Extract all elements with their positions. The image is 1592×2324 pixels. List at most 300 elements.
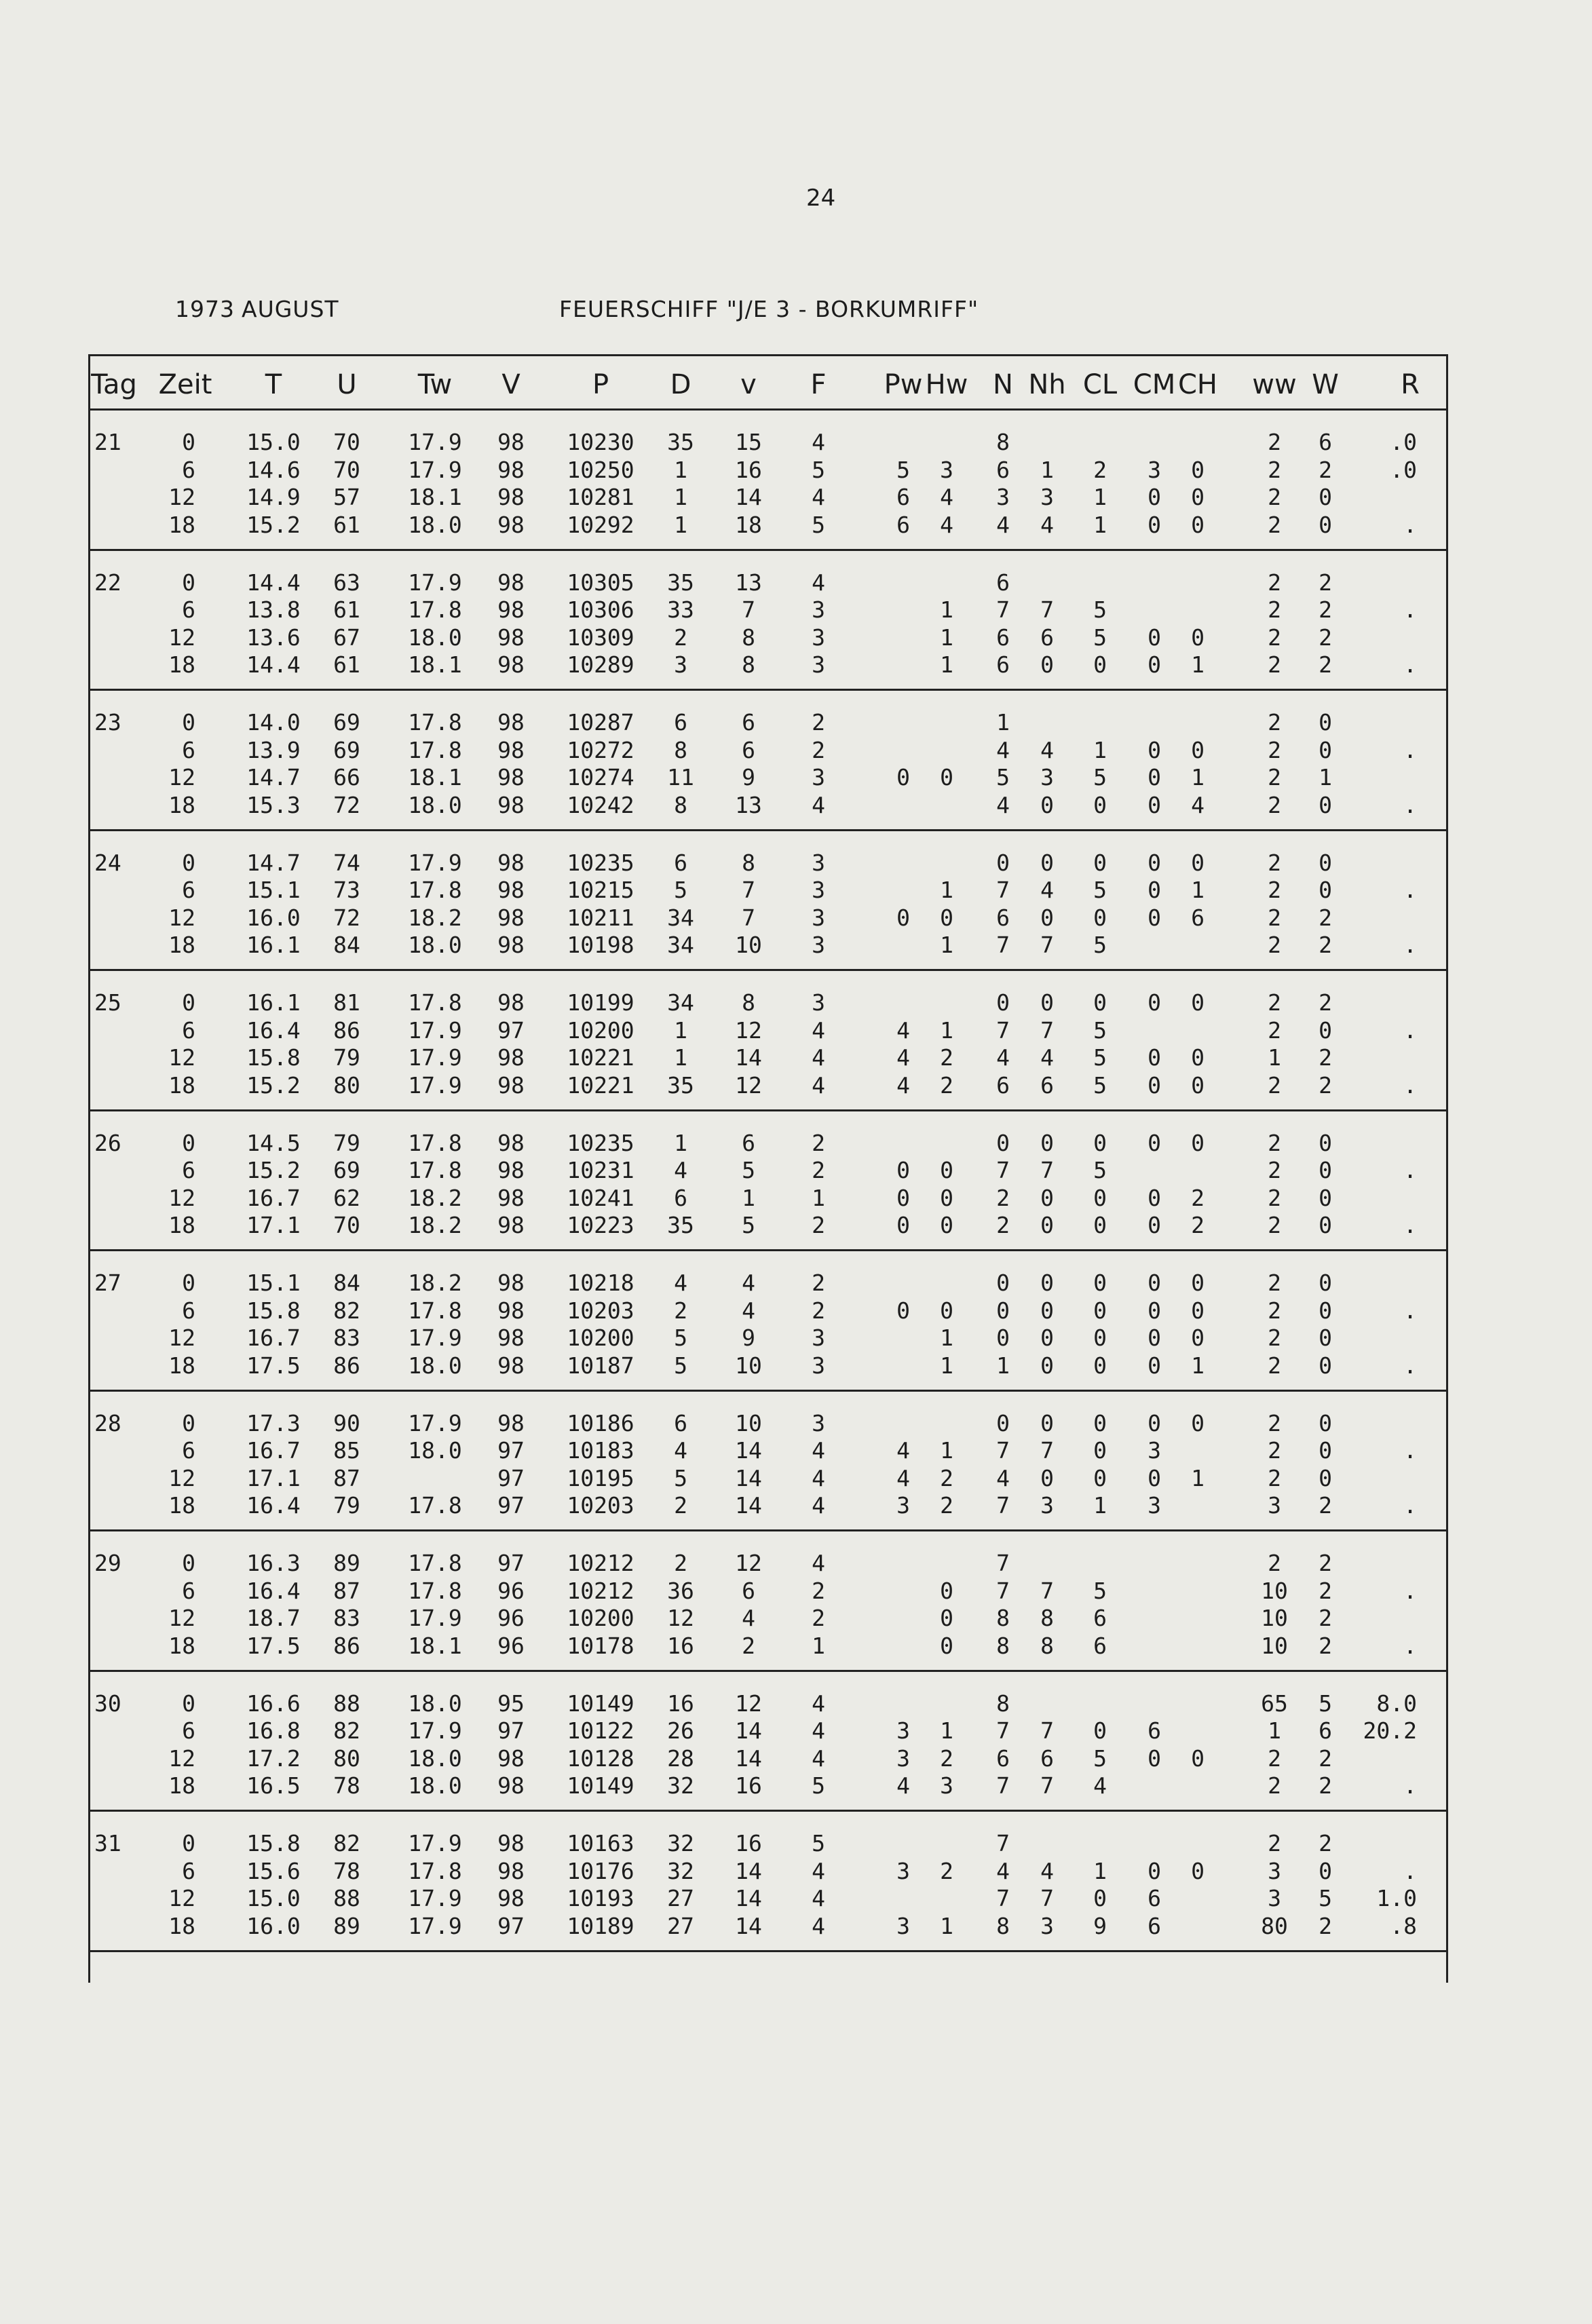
cell-w: 0 bbox=[1319, 1409, 1332, 1436]
cell-f: 2 bbox=[812, 1157, 825, 1183]
cell-f: 4 bbox=[812, 1464, 825, 1491]
cell-pw: 3 bbox=[896, 1717, 910, 1744]
cell-t: 16.7 bbox=[246, 1184, 301, 1211]
cell-tw: 17.8 bbox=[408, 1492, 462, 1519]
cell-v: 97 bbox=[497, 1550, 525, 1576]
day-label: 22 bbox=[94, 569, 121, 596]
cell-nh: 1 bbox=[1040, 456, 1054, 483]
cell-p: 10122 bbox=[567, 1717, 634, 1744]
cell-v: 97 bbox=[497, 1912, 525, 1939]
cell-v: 98 bbox=[497, 791, 525, 818]
cell-ch: 1 bbox=[1191, 877, 1205, 903]
col-header-tag: Tag bbox=[91, 369, 137, 400]
cell-pw: 3 bbox=[896, 1912, 910, 1939]
cell-u: 69 bbox=[333, 709, 360, 736]
cell-cm: 0 bbox=[1148, 904, 1161, 931]
cell-hw: 2 bbox=[940, 1492, 953, 1519]
col-header-r: R bbox=[1401, 369, 1420, 400]
cell-tw: 18.1 bbox=[408, 764, 462, 790]
cell-w: 0 bbox=[1319, 736, 1332, 763]
cell-n: 0 bbox=[996, 989, 1010, 1016]
cell-cl: 5 bbox=[1093, 932, 1107, 958]
cell-nh: 3 bbox=[1040, 484, 1054, 510]
cell-zeit: 0 bbox=[182, 1830, 195, 1856]
cell-r: . bbox=[1403, 1297, 1417, 1324]
cell-n: 1 bbox=[996, 709, 1010, 736]
cell-tw: 17.8 bbox=[408, 709, 462, 736]
cell-zeit: 0 bbox=[182, 1409, 195, 1436]
cell-ww: 2 bbox=[1268, 1270, 1281, 1296]
day-label: 24 bbox=[94, 849, 121, 876]
cell-u: 84 bbox=[333, 1270, 360, 1296]
cell-f: 3 bbox=[812, 849, 825, 876]
cell-v: 97 bbox=[497, 1717, 525, 1744]
cell-p: 10235 bbox=[567, 849, 634, 876]
cell-r: . bbox=[1403, 1577, 1417, 1604]
cell-n: 2 bbox=[996, 1212, 1010, 1238]
cell-d: 1 bbox=[674, 456, 687, 483]
cell-v: 98 bbox=[497, 569, 525, 596]
cell-u: 86 bbox=[333, 1632, 360, 1659]
cell-nh: 0 bbox=[1040, 904, 1054, 931]
cell-v-speed: 8 bbox=[742, 624, 755, 651]
cell-ww: 2 bbox=[1268, 1297, 1281, 1324]
cell-d: 5 bbox=[674, 1352, 687, 1379]
cell-zeit: 6 bbox=[182, 877, 195, 903]
cell-nh: 0 bbox=[1040, 1325, 1054, 1351]
cell-tw: 18.0 bbox=[408, 624, 462, 651]
cell-pw: 4 bbox=[896, 1772, 910, 1799]
cell-w: 0 bbox=[1319, 709, 1332, 736]
cell-v: 98 bbox=[497, 651, 525, 678]
cell-p: 10215 bbox=[567, 877, 634, 903]
cell-p: 10199 bbox=[567, 989, 634, 1016]
cell-v: 98 bbox=[497, 456, 525, 483]
cell-v-speed: 6 bbox=[742, 736, 755, 763]
day-label: 30 bbox=[94, 1690, 121, 1717]
cell-n: 7 bbox=[996, 1550, 1010, 1576]
cell-ww: 2 bbox=[1268, 596, 1281, 623]
cell-cm: 0 bbox=[1148, 624, 1161, 651]
cell-d: 1 bbox=[674, 511, 687, 538]
cell-v: 98 bbox=[497, 429, 525, 455]
cell-t: 17.5 bbox=[246, 1352, 301, 1379]
cell-tw: 18.0 bbox=[408, 791, 462, 818]
cell-cm: 6 bbox=[1148, 1912, 1161, 1939]
cell-t: 16.7 bbox=[246, 1437, 301, 1464]
cell-n: 5 bbox=[996, 764, 1010, 790]
cell-p: 10289 bbox=[567, 651, 634, 678]
col-header-ww: ww bbox=[1252, 369, 1297, 400]
cell-u: 87 bbox=[333, 1577, 360, 1604]
col-header-hw: Hw bbox=[925, 369, 968, 400]
cell-n: 8 bbox=[996, 1912, 1010, 1939]
cell-r: . bbox=[1403, 1437, 1417, 1464]
cell-n: 7 bbox=[996, 1492, 1010, 1519]
cell-tw: 17.9 bbox=[408, 1885, 462, 1911]
cell-v-speed: 12 bbox=[735, 1071, 762, 1099]
cell-hw: 1 bbox=[940, 1325, 953, 1351]
cell-cm: 0 bbox=[1148, 1184, 1161, 1211]
cell-ww: 65 bbox=[1261, 1690, 1288, 1717]
cell-nh: 0 bbox=[1040, 1352, 1054, 1379]
cell-w: 2 bbox=[1319, 1550, 1332, 1576]
cell-u: 73 bbox=[333, 877, 360, 903]
cell-w: 0 bbox=[1319, 1297, 1332, 1324]
cell-nh: 0 bbox=[1040, 651, 1054, 678]
cell-v-speed: 1 bbox=[742, 1184, 755, 1211]
cell-cl: 0 bbox=[1093, 1212, 1107, 1238]
cell-p: 10242 bbox=[567, 791, 634, 818]
cell-u: 82 bbox=[333, 1297, 360, 1324]
cell-nh: 0 bbox=[1040, 791, 1054, 818]
cell-ww: 2 bbox=[1268, 1325, 1281, 1351]
cell-ch: 0 bbox=[1191, 1745, 1205, 1772]
cell-p: 10250 bbox=[567, 456, 634, 483]
cell-hw: 3 bbox=[940, 1772, 953, 1799]
cell-tw: 17.8 bbox=[408, 1129, 462, 1156]
cell-hw: 0 bbox=[940, 1605, 953, 1631]
cell-ch: 0 bbox=[1191, 1071, 1205, 1099]
cell-u: 88 bbox=[333, 1885, 360, 1911]
cell-v-speed: 4 bbox=[742, 1605, 755, 1631]
cell-t: 16.3 bbox=[246, 1550, 301, 1576]
cell-hw: 0 bbox=[940, 904, 953, 931]
cell-f: 4 bbox=[812, 791, 825, 818]
cell-p: 10149 bbox=[567, 1772, 634, 1799]
cell-tw: 17.8 bbox=[408, 1157, 462, 1183]
cell-pw: 0 bbox=[896, 764, 910, 790]
group-divider bbox=[90, 829, 1446, 831]
cell-ww: 2 bbox=[1268, 932, 1281, 958]
cell-r: . bbox=[1403, 1492, 1417, 1519]
cell-t: 17.5 bbox=[246, 1632, 301, 1659]
cell-pw: 4 bbox=[896, 1464, 910, 1491]
cell-p: 10178 bbox=[567, 1632, 634, 1659]
cell-w: 0 bbox=[1319, 1129, 1332, 1156]
cell-zeit: 6 bbox=[182, 1717, 195, 1744]
cell-w: 2 bbox=[1319, 1632, 1332, 1659]
cell-u: 74 bbox=[333, 849, 360, 876]
cell-p: 10195 bbox=[567, 1464, 634, 1491]
cell-w: 6 bbox=[1319, 1717, 1332, 1744]
cell-r: . bbox=[1403, 1772, 1417, 1799]
cell-r: .0 bbox=[1390, 429, 1417, 455]
cell-r: . bbox=[1403, 596, 1417, 623]
cell-t: 15.0 bbox=[246, 1885, 301, 1911]
cell-d: 33 bbox=[667, 596, 694, 623]
cell-p: 10218 bbox=[567, 1270, 634, 1296]
cell-d: 34 bbox=[667, 904, 694, 931]
cell-nh: 0 bbox=[1040, 1409, 1054, 1436]
cell-t: 16.0 bbox=[246, 904, 301, 931]
cell-hw: 3 bbox=[940, 456, 953, 483]
cell-d: 27 bbox=[667, 1885, 694, 1911]
cell-tw: 18.0 bbox=[408, 1690, 462, 1717]
cell-f: 4 bbox=[812, 1550, 825, 1576]
cell-d: 8 bbox=[674, 791, 687, 818]
cell-hw: 1 bbox=[940, 1912, 953, 1939]
cell-nh: 7 bbox=[1040, 596, 1054, 623]
cell-t: 15.6 bbox=[246, 1857, 301, 1884]
cell-tw: 18.1 bbox=[408, 1632, 462, 1659]
cell-v: 98 bbox=[497, 1325, 525, 1351]
cell-w: 2 bbox=[1319, 456, 1332, 483]
cell-t: 14.7 bbox=[246, 849, 301, 876]
cell-r: . bbox=[1403, 877, 1417, 903]
cell-w: 2 bbox=[1319, 1071, 1332, 1099]
cell-cl: 0 bbox=[1093, 651, 1107, 678]
cell-f: 3 bbox=[812, 764, 825, 790]
cell-n: 7 bbox=[996, 1437, 1010, 1464]
cell-u: 67 bbox=[333, 624, 360, 651]
cell-n: 7 bbox=[996, 1885, 1010, 1911]
cell-v: 96 bbox=[497, 1577, 525, 1604]
cell-w: 2 bbox=[1319, 1745, 1332, 1772]
cell-ww: 10 bbox=[1261, 1605, 1288, 1631]
cell-cm: 0 bbox=[1148, 1745, 1161, 1772]
cell-ww: 2 bbox=[1268, 1830, 1281, 1856]
cell-n: 7 bbox=[996, 1577, 1010, 1604]
cell-u: 72 bbox=[333, 791, 360, 818]
cell-n: 4 bbox=[996, 1464, 1010, 1491]
cell-d: 28 bbox=[667, 1745, 694, 1772]
cell-cl: 0 bbox=[1093, 791, 1107, 818]
cell-nh: 0 bbox=[1040, 1212, 1054, 1238]
cell-f: 4 bbox=[812, 1857, 825, 1884]
cell-d: 12 bbox=[667, 1605, 694, 1631]
cell-p: 10183 bbox=[567, 1437, 634, 1464]
cell-tw: 17.9 bbox=[408, 1409, 462, 1436]
cell-n: 4 bbox=[996, 511, 1010, 538]
cell-v-speed: 14 bbox=[735, 1912, 762, 1939]
cell-v: 98 bbox=[497, 1071, 525, 1099]
cell-hw: 2 bbox=[940, 1857, 953, 1884]
cell-v-speed: 16 bbox=[735, 1830, 762, 1856]
cell-n: 6 bbox=[996, 1745, 1010, 1772]
cell-t: 16.4 bbox=[246, 1577, 301, 1604]
cell-r: .0 bbox=[1390, 456, 1417, 483]
cell-cl: 5 bbox=[1093, 1745, 1107, 1772]
cell-ch: 2 bbox=[1191, 1212, 1205, 1238]
cell-n: 4 bbox=[996, 736, 1010, 763]
cell-v: 95 bbox=[497, 1690, 525, 1717]
cell-u: 85 bbox=[333, 1437, 360, 1464]
cell-ww: 10 bbox=[1261, 1632, 1288, 1659]
col-header-v: v bbox=[740, 369, 757, 400]
cell-d: 6 bbox=[674, 849, 687, 876]
cell-t: 18.7 bbox=[246, 1605, 301, 1631]
cell-zeit: 0 bbox=[182, 1550, 195, 1576]
cell-p: 10306 bbox=[567, 596, 634, 623]
cell-hw: 1 bbox=[940, 651, 953, 678]
cell-zeit: 0 bbox=[182, 429, 195, 455]
cell-ww: 2 bbox=[1268, 989, 1281, 1016]
cell-d: 35 bbox=[667, 429, 694, 455]
cell-v: 96 bbox=[497, 1632, 525, 1659]
cell-cm: 0 bbox=[1148, 1464, 1161, 1491]
cell-nh: 8 bbox=[1040, 1632, 1054, 1659]
cell-v: 98 bbox=[497, 1857, 525, 1884]
cell-v-speed: 15 bbox=[735, 429, 762, 455]
cell-zeit: 6 bbox=[182, 736, 195, 763]
cell-tw: 17.9 bbox=[408, 1912, 462, 1939]
cell-cm: 3 bbox=[1148, 1437, 1161, 1464]
header-month: AUGUST bbox=[242, 296, 339, 322]
cell-d: 2 bbox=[674, 1550, 687, 1576]
cell-n: 6 bbox=[996, 1071, 1010, 1099]
cell-cm: 6 bbox=[1148, 1717, 1161, 1744]
cell-tw: 17.9 bbox=[408, 1071, 462, 1099]
cell-n: 8 bbox=[996, 1605, 1010, 1631]
cell-w: 0 bbox=[1319, 1325, 1332, 1351]
cell-ww: 10 bbox=[1261, 1577, 1288, 1604]
cell-ww: 2 bbox=[1268, 1464, 1281, 1491]
cell-v-speed: 16 bbox=[735, 1772, 762, 1799]
cell-t: 15.2 bbox=[246, 1071, 301, 1099]
cell-hw: 0 bbox=[940, 1297, 953, 1324]
cell-v-speed: 5 bbox=[742, 1212, 755, 1238]
cell-w: 2 bbox=[1319, 1912, 1332, 1939]
cell-w: 0 bbox=[1319, 1212, 1332, 1238]
cell-cl: 5 bbox=[1093, 1071, 1107, 1099]
cell-t: 15.2 bbox=[246, 1157, 301, 1183]
cell-t: 15.1 bbox=[246, 877, 301, 903]
cell-w: 0 bbox=[1319, 1857, 1332, 1884]
cell-p: 10221 bbox=[567, 1071, 634, 1099]
cell-nh: 6 bbox=[1040, 1745, 1054, 1772]
cell-f: 3 bbox=[812, 1409, 825, 1436]
cell-v: 98 bbox=[497, 1885, 525, 1911]
cell-v: 98 bbox=[497, 989, 525, 1016]
cell-f: 4 bbox=[812, 1717, 825, 1744]
cell-zeit: 12 bbox=[168, 904, 195, 931]
cell-f: 2 bbox=[812, 709, 825, 736]
cell-p: 10176 bbox=[567, 1857, 634, 1884]
cell-p: 10189 bbox=[567, 1912, 634, 1939]
cell-t: 15.2 bbox=[246, 511, 301, 538]
page-number: 24 bbox=[806, 185, 836, 212]
cell-t: 17.1 bbox=[246, 1464, 301, 1491]
cell-zeit: 0 bbox=[182, 709, 195, 736]
cell-v-speed: 9 bbox=[742, 764, 755, 790]
cell-hw: 0 bbox=[940, 764, 953, 790]
cell-cl: 0 bbox=[1093, 1717, 1107, 1744]
cell-r: 20.2 bbox=[1363, 1717, 1417, 1744]
cell-v-speed: 8 bbox=[742, 849, 755, 876]
col-header-u: U bbox=[337, 369, 357, 400]
cell-n: 0 bbox=[996, 849, 1010, 876]
cell-d: 2 bbox=[674, 624, 687, 651]
cell-ww: 2 bbox=[1268, 456, 1281, 483]
cell-ch: 0 bbox=[1191, 624, 1205, 651]
cell-v-speed: 14 bbox=[735, 1717, 762, 1744]
cell-hw: 2 bbox=[940, 1745, 953, 1772]
cell-u: 87 bbox=[333, 1464, 360, 1491]
cell-p: 10272 bbox=[567, 736, 634, 763]
cell-tw: 17.9 bbox=[408, 1830, 462, 1856]
cell-nh: 7 bbox=[1040, 1717, 1054, 1744]
cell-cm: 3 bbox=[1148, 1492, 1161, 1519]
cell-v: 98 bbox=[497, 624, 525, 651]
cell-f: 5 bbox=[812, 1772, 825, 1799]
cell-cl: 6 bbox=[1093, 1605, 1107, 1631]
cell-cm: 0 bbox=[1148, 1071, 1161, 1099]
cell-zeit: 6 bbox=[182, 1016, 195, 1044]
cell-r: .8 bbox=[1390, 1912, 1417, 1939]
cell-n: 8 bbox=[996, 429, 1010, 455]
cell-tw: 18.0 bbox=[408, 932, 462, 958]
cell-n: 7 bbox=[996, 1717, 1010, 1744]
cell-nh: 7 bbox=[1040, 1157, 1054, 1183]
cell-v-speed: 9 bbox=[742, 1325, 755, 1351]
cell-v-speed: 12 bbox=[735, 1550, 762, 1576]
cell-zeit: 18 bbox=[168, 1352, 195, 1379]
cell-r: . bbox=[1403, 1016, 1417, 1044]
cell-n: 7 bbox=[996, 1830, 1010, 1856]
cell-u: 90 bbox=[333, 1409, 360, 1436]
cell-zeit: 12 bbox=[168, 1184, 195, 1211]
cell-pw: 4 bbox=[896, 1044, 910, 1071]
cell-p: 10200 bbox=[567, 1605, 634, 1631]
cell-d: 6 bbox=[674, 1409, 687, 1436]
cell-r: . bbox=[1403, 1071, 1417, 1099]
cell-hw: 1 bbox=[940, 596, 953, 623]
cell-f: 4 bbox=[812, 1437, 825, 1464]
cell-w: 0 bbox=[1319, 1464, 1332, 1491]
cell-v: 97 bbox=[497, 1437, 525, 1464]
cell-w: 6 bbox=[1319, 429, 1332, 455]
cell-t: 14.7 bbox=[246, 764, 301, 790]
col-header-tw: Tw bbox=[417, 369, 453, 400]
cell-cl: 0 bbox=[1093, 1409, 1107, 1436]
col-header-zeit: Zeit bbox=[158, 369, 212, 400]
cell-zeit: 12 bbox=[168, 1745, 195, 1772]
cell-r: . bbox=[1403, 1352, 1417, 1379]
cell-f: 4 bbox=[812, 1044, 825, 1071]
cell-nh: 4 bbox=[1040, 511, 1054, 538]
cell-hw: 1 bbox=[940, 877, 953, 903]
cell-cl: 5 bbox=[1093, 624, 1107, 651]
cell-cm: 0 bbox=[1148, 736, 1161, 763]
cell-r: . bbox=[1403, 1632, 1417, 1659]
cell-d: 4 bbox=[674, 1157, 687, 1183]
cell-v-speed: 14 bbox=[735, 1492, 762, 1519]
cell-u: 57 bbox=[333, 484, 360, 510]
cell-d: 1 bbox=[674, 1016, 687, 1044]
cell-tw: 17.9 bbox=[408, 1605, 462, 1631]
cell-v: 96 bbox=[497, 1605, 525, 1631]
cell-d: 5 bbox=[674, 1464, 687, 1491]
cell-nh: 4 bbox=[1040, 1857, 1054, 1884]
header-year: 1973 bbox=[175, 296, 235, 322]
cell-w: 2 bbox=[1319, 1577, 1332, 1604]
cell-w: 0 bbox=[1319, 1184, 1332, 1211]
cell-hw: 2 bbox=[940, 1464, 953, 1491]
cell-d: 2 bbox=[674, 1492, 687, 1519]
cell-zeit: 18 bbox=[168, 1632, 195, 1659]
cell-p: 10223 bbox=[567, 1212, 634, 1238]
cell-f: 3 bbox=[812, 989, 825, 1016]
cell-w: 1 bbox=[1319, 764, 1332, 790]
cell-v: 98 bbox=[497, 484, 525, 510]
cell-f: 2 bbox=[812, 1270, 825, 1296]
cell-f: 5 bbox=[812, 511, 825, 538]
cell-u: 80 bbox=[333, 1071, 360, 1099]
cell-ch: 0 bbox=[1191, 989, 1205, 1016]
cell-cm: 0 bbox=[1148, 1212, 1161, 1238]
cell-hw: 0 bbox=[940, 1632, 953, 1659]
